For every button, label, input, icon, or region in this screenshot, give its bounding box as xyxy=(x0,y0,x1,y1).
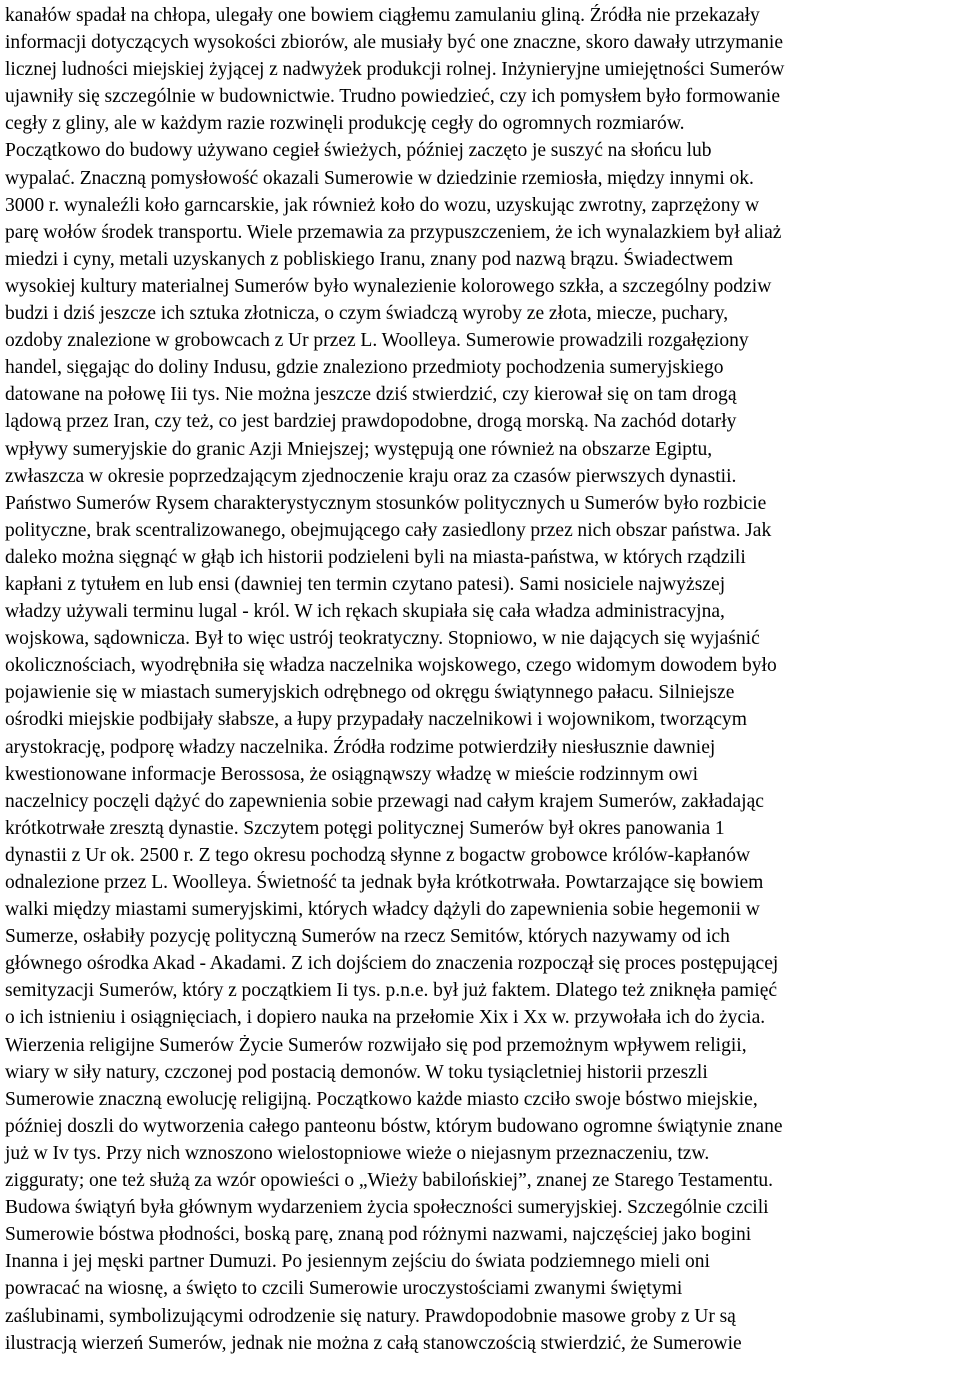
text-line: wiary w siły natury, czczonej pod postacią demonów. W toku tysiącletniej historii przeszli xyxy=(5,1061,708,1083)
text-line: dynastii z Ur ok. 2500 r. Z tego okresu pochodzą słynne z bogactw grobowce królów-kapłanów xyxy=(5,844,751,866)
text-line: walki między miastami sumeryjskimi, których władcy dążyli do zapewnienia sobie hegemonii w xyxy=(5,899,760,921)
text-line: Sumerowie bóstwa płodności, boską parę, znaną pod różnymi nazwami, najczęściej jako bogini xyxy=(5,1224,752,1246)
text-line: później doszli do wytworzenia całego panteonu bóstw, którym budowano ogromne świątynie znane xyxy=(5,1115,783,1137)
text-line: datowane na połowę Iii tys. Nie można jeszcze dziś stwierdzić, czy kierował się on tam drogą xyxy=(5,384,737,406)
text-line: ilustracją wierzeń Sumerów, jednak nie można z całą stanowczością stwierdzić, że Sumerowie xyxy=(5,1332,742,1354)
text-line: już w Iv tys. Przy nich wznoszono wielostopniowe wieże o niejasnym przeznaczeniu, tzw. xyxy=(5,1142,710,1164)
text-line: głównego ośrodka Akad - Akadami. Z ich dojściem do znaczenia rozpoczął się proces postępującej xyxy=(5,953,779,975)
text-line: 3000 r. wynaleźli koło garncarskie, jak również koło do wozu, uzyskując zwrotny, zaprzężony w xyxy=(5,194,760,216)
text-line: władzy używali terminu lugal - król. W ich rękach skupiała się cała władza administracyjna, xyxy=(5,601,725,623)
text-line: krótkotrwałe zresztą dynastie. Szczytem potęgi politycznej Sumerów był okres panowania 1 xyxy=(5,817,725,839)
text-line: ozdoby znalezione w grobowcach z Ur przez L. Woolleya. Sumerowie prowadzili rozgałęziony xyxy=(5,330,749,352)
text-line: zaślubinami, symbolizującymi odrodzenie się natury. Prawdopodobnie masowe groby z Ur są xyxy=(5,1305,736,1327)
text-line: parę wołów środek transportu. Wiele przemawia za przypuszczeniem, że ich wynalazkiem był aliaż xyxy=(5,221,782,243)
text-line: zwłaszcza w okresie poprzedzającym zjednoczenie kraju oraz za czasów pierwszych dynastii. xyxy=(5,465,737,487)
text-line: zigguraty; one też służą za wzór opowieści o „Wieży babilońskiej”, znanej ze Starego Testamentu. xyxy=(5,1170,774,1192)
text-line: wojskowa, sądownicza. Był to więc ustrój teokratyczny. Stopniowo, w nie dających się wyjaśnić xyxy=(5,628,760,650)
text-line: polityczne, brak scentralizowanego, obejmującego cały zasiedlony przez nich obszar państwa. Jak xyxy=(5,519,772,541)
text-line: Wierzenia religijne Sumerów Życie Sumerów rozwijało się pod przemożnym wpływem religii, xyxy=(5,1034,747,1056)
text-line: ośrodki miejskie podbijały słabsze, a łupy przypadały naczelnikowi i wojownikom, tworzącym xyxy=(5,709,747,731)
text-line: handel, sięgając do doliny Indusu, gdzie znaleziono przedmioty pochodzenia sumeryjskiego xyxy=(5,357,724,379)
text-line: odnalezione przez L. Woolleya. Świetność ta jednak była krótkotrwała. Powtarzające się bowiem xyxy=(5,872,764,893)
text-line: kwestionowane informacje Berossosa, że osiągnąwszy władzę w mieście rodzinnym owi xyxy=(5,763,699,785)
text-line: arystokrację, podporę władzy naczelnika. Źródła rodzime potwierdziły niesłusznie dawniej xyxy=(5,736,716,758)
text-line: cegły z gliny, ale w każdym razie rozwinęli produkcję cegły do ogromnych rozmiarów. xyxy=(5,113,685,135)
text-line: Początkowo do budowy używano cegieł świeżych, później zaczęto je suszyć na słońcu lub xyxy=(5,140,712,162)
text-line: Państwo Sumerów Rysem charakterystycznym stosunków politycznych u Sumerów było rozbicie xyxy=(5,492,767,514)
text-line: daleko można sięgnąć w głąb ich historii podzieleni byli na miasta-państwa, w których rządzili xyxy=(5,546,746,568)
text-line: naczelnicy poczęli dążyć do zapewnienia sobie przewagi nad całym krajem Sumerów, zakładając xyxy=(5,790,764,812)
text-line: informacji dotyczących wysokości zbiorów, ale musiały być one znaczne, skoro dawały utrzymanie xyxy=(5,32,784,54)
text-line: wysokiej kultury materialnej Sumerów było wynalezienie kolorowego szkła, a szczególny podziw xyxy=(5,275,772,297)
text-line: Sumerowie znaczną ewolucję religijną. Początkowo każde miasto czciło swoje bóstwo miejskie, xyxy=(5,1088,758,1110)
text-line: budzi i dziś jeszcze ich sztuka złotnicza, o czym świadczą wyroby ze złota, miecze, puchary, xyxy=(5,303,729,325)
text-line: Inanna i jej męski partner Dumuzi. Po jesiennym zejściu do świata podziemnego mieli oni xyxy=(5,1251,710,1273)
text-line: wypalać. Znaczną pomysłowość okazali Sumerowie w dziedzinie rzemiosła, między innymi ok. xyxy=(5,167,754,189)
text-line: licznej ludności miejskiej żyjącej z nadwyżek produkcji rolnej. Inżynieryjne umiejętności Sumerów xyxy=(5,59,785,81)
text-line: ujawniły się szczególnie w budownictwie. Trudno powiedzieć, czy ich pomysłem było formowanie xyxy=(5,86,781,108)
text-line: wpływy sumeryjskie do granic Azji Mniejszej; występują one również na obszarze Egiptu, xyxy=(5,438,713,460)
text-line: pojawienie się w miastach sumeryjskich odrębnego od okręgu świątynnego pałacu. Silniejsze xyxy=(5,682,735,704)
text-line: o ich istnieniu i osiągnięciach, i dopiero nauka na przełomie Xix i Xx w. przywołała ich do życia. xyxy=(5,1007,766,1029)
text-line: kapłani z tytułem en lub ensi (dawniej ten termin czytano patesi). Sami nosiciele najwyższej xyxy=(5,573,726,595)
text-line: semityzacji Sumerów, który z początkiem Ii tys. p.n.e. był już faktem. Dlatego też zniknęła pamięć xyxy=(5,980,778,1002)
text-line: kanałów spadał na chłopa, ulegały one bowiem ciągłemu zamulaniu gliną. Źródła nie przekazały xyxy=(5,5,760,26)
text-line: okolicznościach, wyodrębniła się władza naczelnika wojskowego, czego widomym dowodem było xyxy=(5,655,777,677)
document-page xyxy=(5,2,957,1357)
text-line: Sumerze, osłabiły pozycję polityczną Sumerów na rzecz Semitów, których nazywamy od ich xyxy=(5,926,730,948)
text-line: powracać na wiosnę, a święto to czcili Sumerowie uroczystościami zwanymi świętymi xyxy=(5,1278,683,1300)
text-line: Budowa świątyń była głównym wydarzeniem życia społeczności sumeryjskiej. Szczególnie czcili xyxy=(5,1197,769,1219)
text-line: miedzi i cyny, metali uzyskanych z pobliskiego Iranu, znany pod nazwą brązu. Świadectwem xyxy=(5,248,734,270)
text-line: lądową przez Iran, czy też, co jest bardziej prawdopodobne, drogą morską. Na zachód dotarły xyxy=(5,411,737,433)
